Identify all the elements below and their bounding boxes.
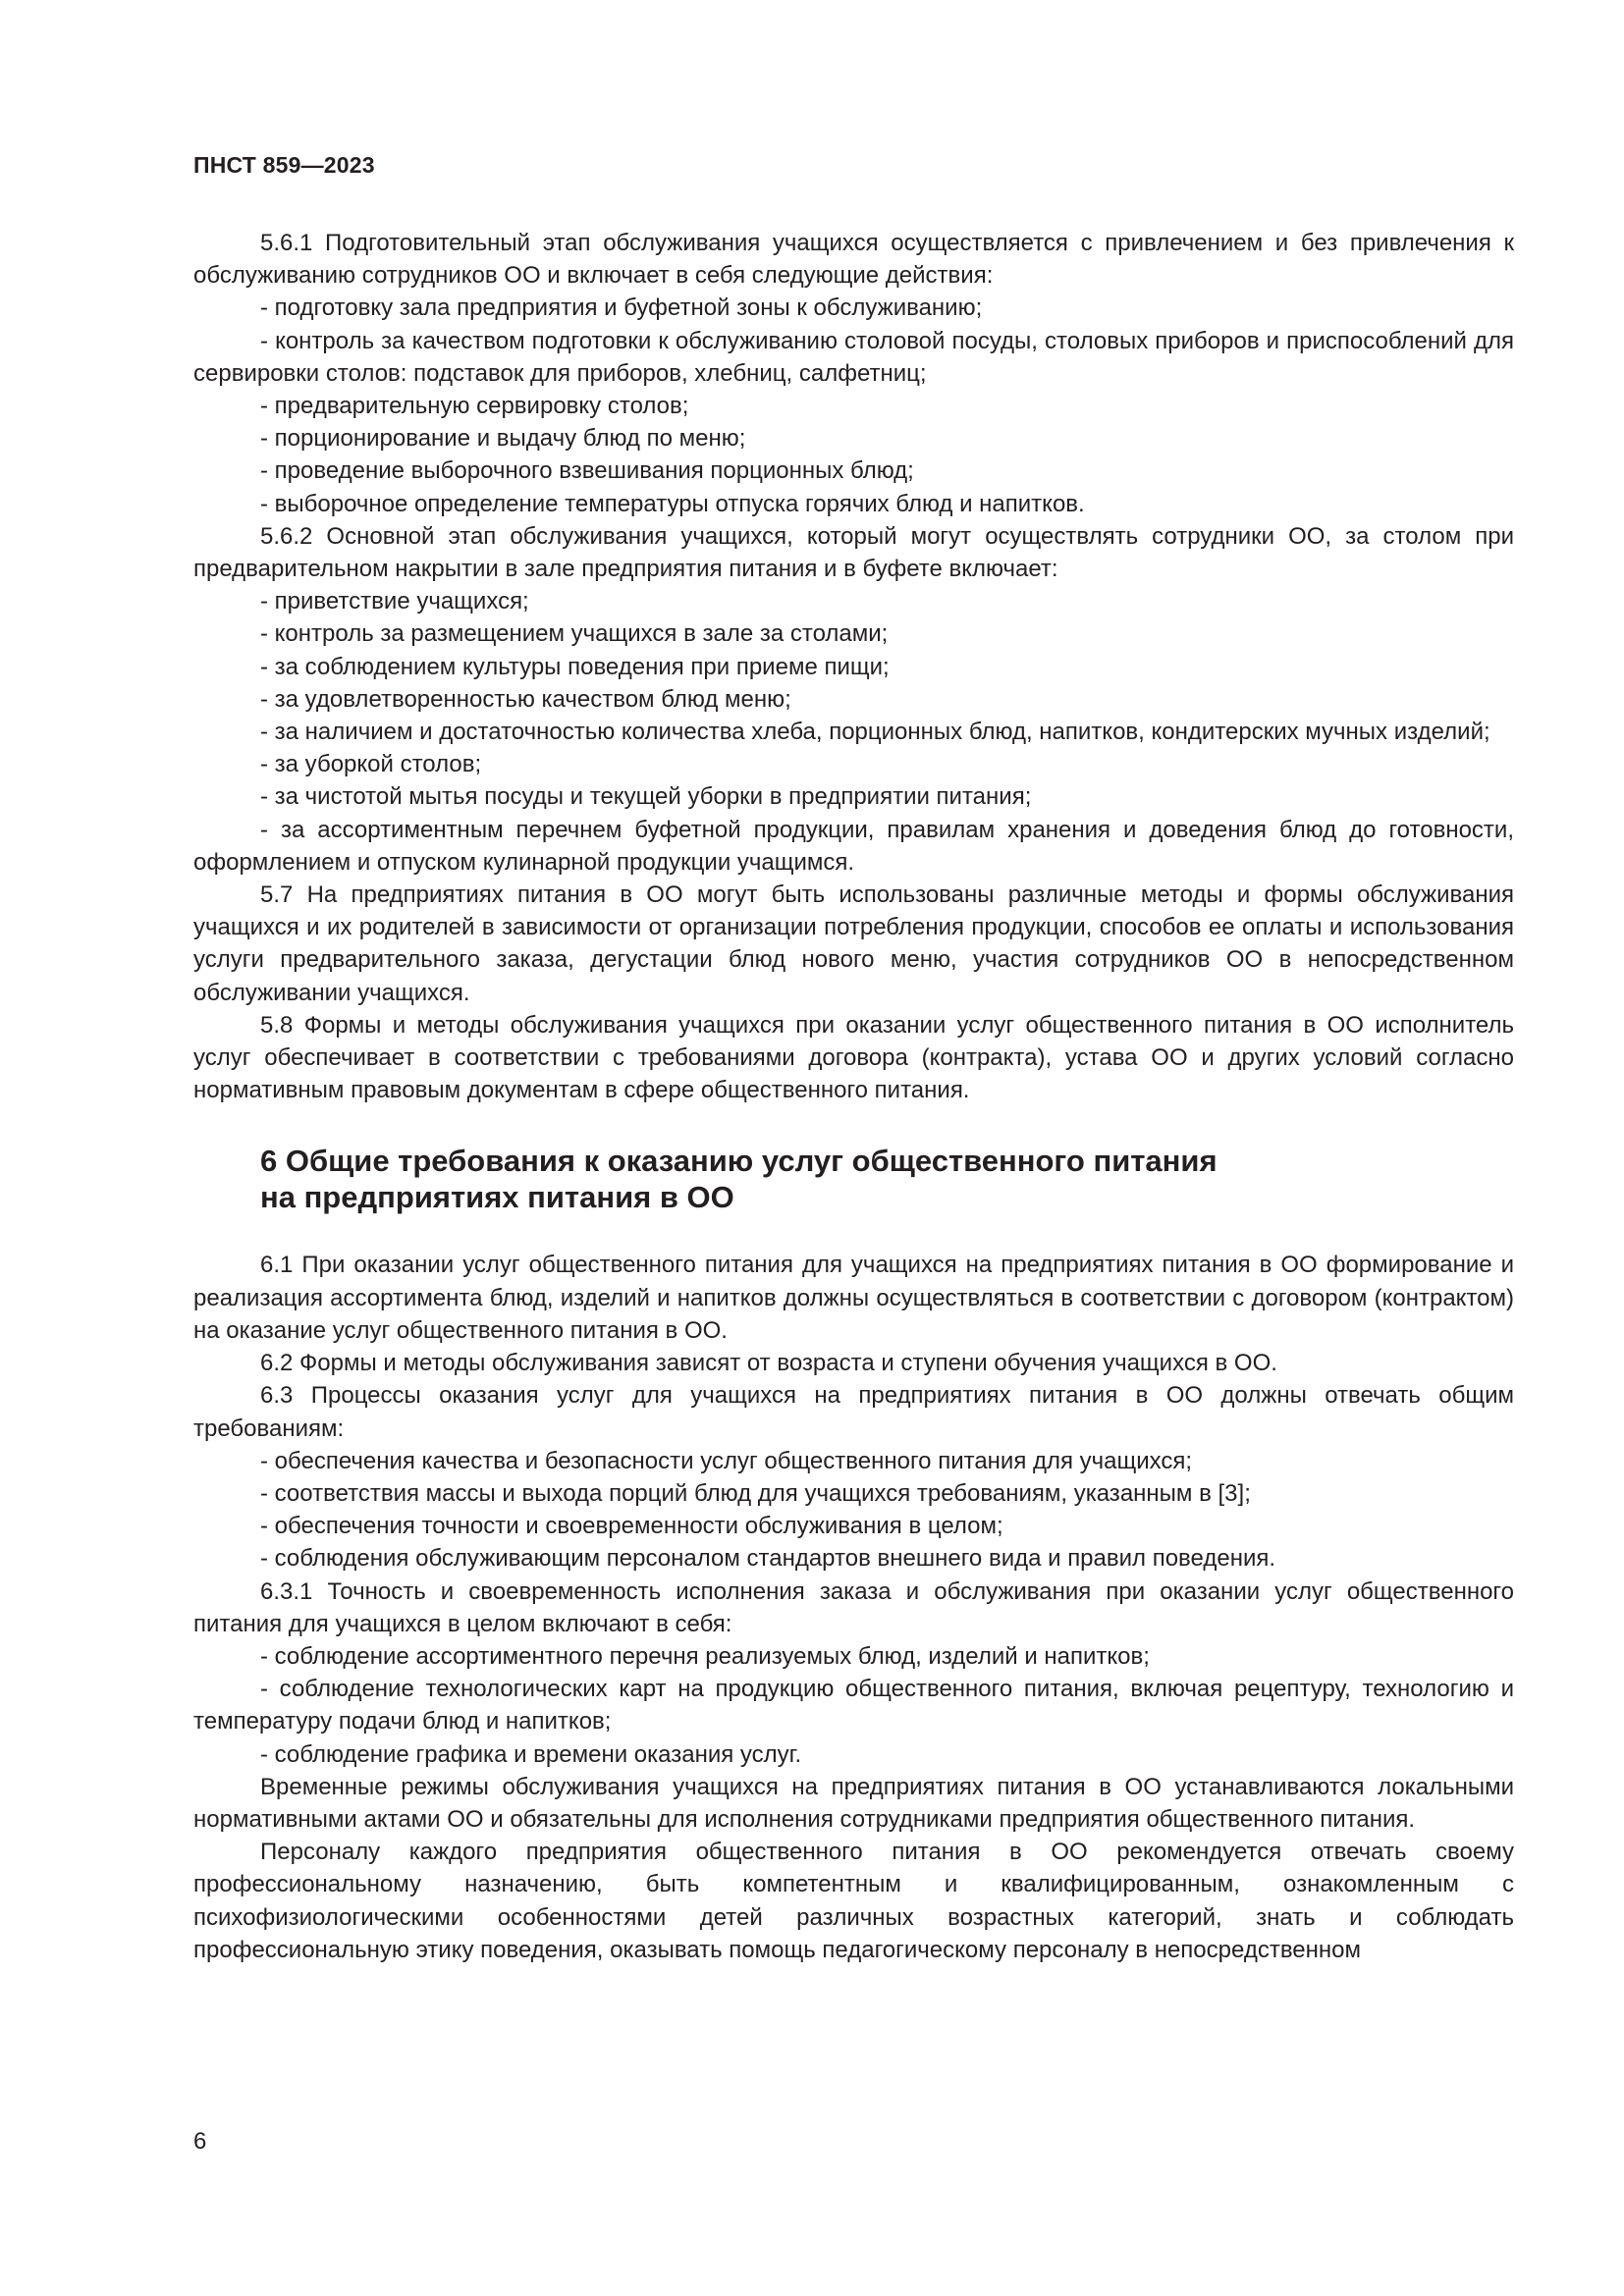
paragraph-5-7: 5.7 На предприятиях питания в ОО могут быть использованы различные методы и формы обслуживания учащихся и их родителей в зависимости от организации потребления продукции, способов ее оплаты и использования услуги предварительного заказа, дегустации блюд нового меню, участия сотрудников ОО в непосредственном обслуживании учащихся.	[193, 881, 1514, 1006]
list-item: - контроль за размещением учащихся в зале за столами;	[260, 620, 889, 648]
list-item: - за ассортиментным перечнем буфетной продукции, правилам хранения и доведения блюд до готовности, оформлением и отпуском кулинарной продукции учащимся.	[193, 816, 1514, 876]
section-heading	[260, 1143, 1514, 1215]
list-item: - контроль за качеством подготовки к обслуживанию столовой посуды, столовых приборов и приспособлений для сервировки столов: подставок для приборов, хлебниц, салфетниц;	[193, 327, 1514, 387]
paragraph-6-2: 6.2 Формы и методы обслуживания зависят от возраста и ступени обучения учащихся в ОО.	[260, 1350, 1277, 1377]
list-item: - предварительную сервировку столов;	[260, 393, 689, 420]
section-heading-line-1: 6 Общие требования к оказанию услуг общественного питания	[260, 1144, 1218, 1179]
list-item: - соблюдение технологических карт на продукцию общественного питания, включая рецептуру, технологию и температуру подачи блюд и напитков;	[193, 1676, 1514, 1735]
list-item: - за наличием и достаточностью количества хлеба, порционных блюд, напитков, кондитерских мучных изделий;	[260, 719, 1490, 746]
list-item: - выборочное определение температуры отпуска горячих блюд и напитков.	[260, 490, 1085, 517]
list-item: - за уборкой столов;	[260, 751, 482, 778]
list-item: - приветствие учащихся;	[260, 588, 529, 615]
list-item: - обеспечения точности и своевременности обслуживания в целом;	[260, 1513, 1003, 1540]
list-item: - соблюдения обслуживающим персоналом стандартов внешнего вида и правил поведения.	[260, 1545, 1276, 1573]
paragraph-5-6-2: 5.6.2 Основной этап обслуживания учащихся, который могут осуществлять сотрудники ОО, за столом при предварительном накрытии в зале предприятия питания и в буфете включает:	[193, 522, 1514, 583]
page-content	[193, 227, 1514, 1966]
paragraph-staff: Персоналу каждого предприятия общественного питания в ОО рекомендуется отвечать своему профессиональному назначению, быть компетентным и квалифицированным, ознакомленным с психофизиологическими особенностями детей различных возрастных категорий, знать и соблюдать профессиональную этику поведения, оказывать помощь педагогическому персоналу в непосредственном	[193, 1839, 1514, 1963]
list-item: - проведение выборочного взвешивания порционных блюд;	[260, 457, 914, 485]
paragraph-5-6-1: 5.6.1 Подготовительный этап обслуживания учащихся осуществляется с привлечением и без привлечения к обслуживанию сотрудников ОО и включает в себя следующие действия:	[193, 230, 1514, 290]
list-item: - за чистотой мытья посуды и текущей уборки в предприятии питания;	[260, 783, 1032, 811]
list-item: - порционирование и выдачу блюд по меню;	[260, 425, 746, 453]
list-item: - соблюдение графика и времени оказания услуг.	[260, 1740, 802, 1768]
list-item: - за соблюдением культуры поведения при приеме пищи;	[260, 653, 890, 680]
paragraph-6-3-1: 6.3.1 Точность и своевременность исполнения заказа и обслуживания при оказании услуг общественного питания для учащихся в целом включают в себя:	[193, 1577, 1514, 1637]
section-heading-line-2: на предприятиях питания в ОО	[260, 1180, 734, 1215]
list-item: - подготовку зала предприятия и буфетной зоны к обслуживанию;	[260, 294, 983, 322]
list-item: - за удовлетворенностью качеством блюд меню;	[260, 685, 791, 713]
list-item: - обеспечения качества и безопасности услуг общественного питания для учащихся;	[260, 1447, 1193, 1474]
document-code: ПНСТ 859—2023	[193, 152, 375, 178]
list-item: - соответствия массы и выхода порций блюд для учащихся требованиям, указанным в [3];	[260, 1479, 1251, 1507]
list-item: - соблюдение ассортиментного перечня реализуемых блюд, изделий и напитков;	[260, 1642, 1150, 1670]
paragraph-time-modes: Временные режимы обслуживания учащихся на предприятиях питания в ОО устанавливаются локальными нормативными актами ОО и обязательны для исполнения сотрудниками предприятия общественного питания.	[193, 1773, 1514, 1833]
paragraph-6-3: 6.3 Процессы оказания услуг для учащихся на предприятиях питания в ОО должны отвечать общим требованиям:	[193, 1382, 1514, 1442]
paragraph-6-1: 6.1 При оказании услуг общественного питания для учащихся на предприятиях питания в ОО формирование и реализация ассортимента блюд, изделий и напитков должны осуществляться в соответствии с договором (контрактом) на оказание услуг общественного питания в ОО.	[193, 1252, 1514, 1344]
paragraph-5-8: 5.8 Формы и методы обслуживания учащихся при оказании услуг общественного питания в ОО исполнитель услуг обеспечивает в соответствии с требованиями договора (контракта), устава ОО и других условий согласно нормативным правовым документам в сфере общественного питания.	[193, 1011, 1514, 1104]
page-number: 6	[193, 2128, 207, 2155]
